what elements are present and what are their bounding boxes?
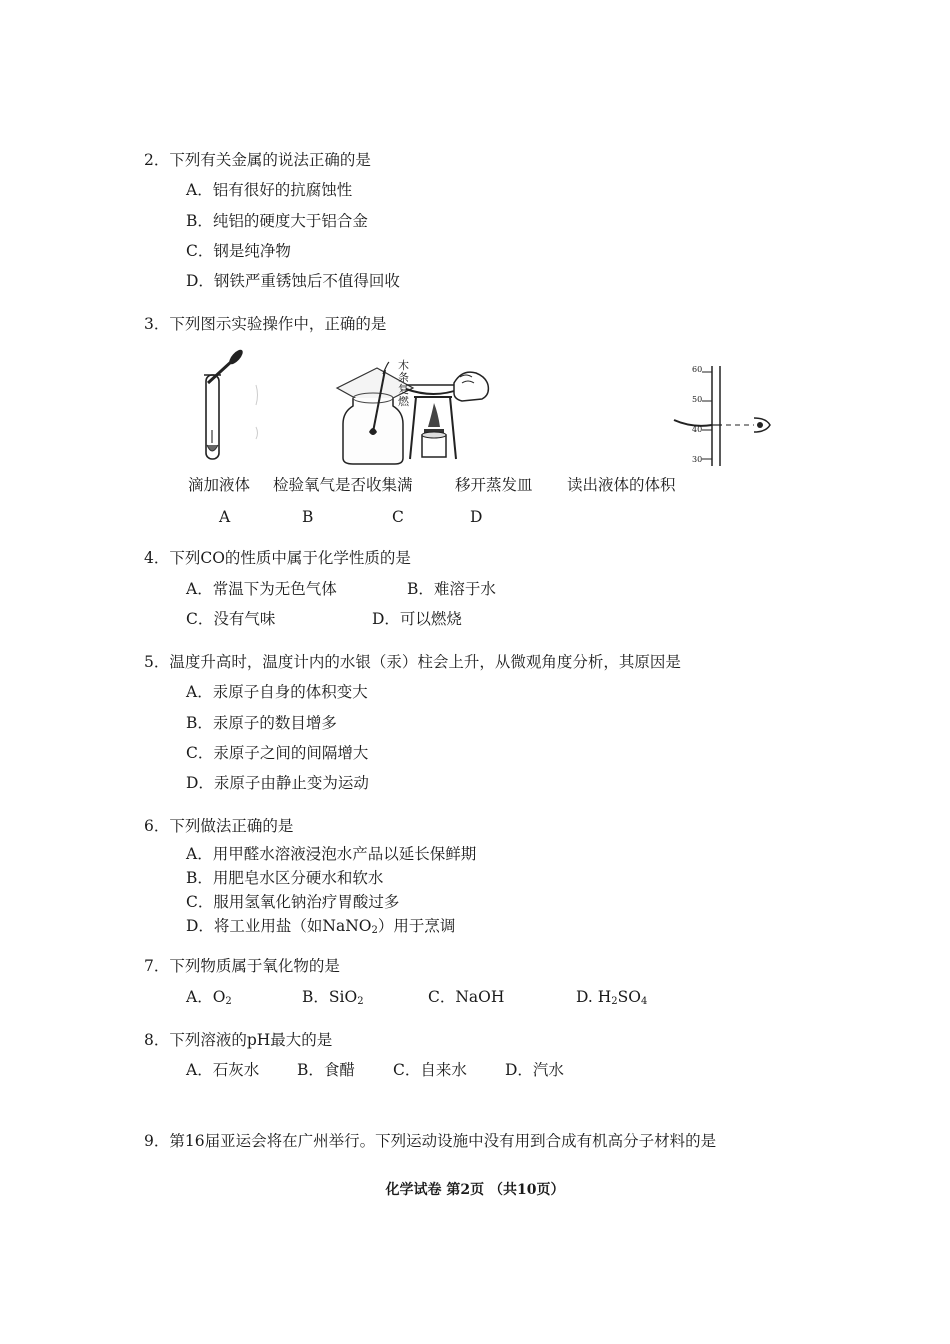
question-2-option-c: C．钢是纯净物 xyxy=(186,242,291,260)
scale-mark-60: 60 xyxy=(692,365,703,374)
question-7-stem: 7．下列物质属于氧化物的是 xyxy=(144,957,340,975)
question-6-option-c: C．服用氢氧化钠治疗胃酸过多 xyxy=(186,893,400,911)
page-footer: 化学试卷 第2页 （共10页） xyxy=(385,1182,565,1198)
figure-letter-b: B xyxy=(302,508,314,526)
question-7-option-c: C．NaOH xyxy=(428,988,505,1006)
scale-mark-50: 50 xyxy=(692,395,703,404)
question-2-option-d: D．钢铁严重锈蚀后不值得回收 xyxy=(186,272,400,290)
question-5-option-c: C．汞原子之间的间隔增大 xyxy=(186,744,369,762)
figure-caption-d: 读出液体的体积 xyxy=(567,476,676,494)
question-7-option-d: D. $H_2SO_4$ xyxy=(576,988,648,1007)
question-5-stem: 5．温度升高时，温度计内的水银（汞）柱会上升，从微观角度分析，其原因是 xyxy=(144,653,681,671)
figure-caption-c: 移开蒸发皿 xyxy=(455,476,533,494)
question-8-option-d: D．汽水 xyxy=(505,1061,564,1079)
scale-mark-30: 30 xyxy=(692,455,703,464)
question-8-option-a: A．石灰水 xyxy=(186,1061,260,1079)
question-6-option-b: B．用肥皂水区分硬水和软水 xyxy=(186,869,384,887)
question-6-stem: 6．下列做法正确的是 xyxy=(144,817,294,835)
question-4-option-a: A．常温下为无色气体 xyxy=(186,580,337,598)
question-2-stem: 2．下列有关金属的说法正确的是 xyxy=(144,151,371,169)
question-5-option-b: B．汞原子的数目增多 xyxy=(186,714,337,732)
question-2-option-a: A．铝有很好的抗腐蚀性 xyxy=(186,181,353,199)
figure-letter-c: C xyxy=(392,508,404,526)
question-4-option-c: C．没有气味 xyxy=(186,610,276,628)
question-2-option-b: B．纯铝的硬度大于铝合金 xyxy=(186,212,368,230)
question-7-option-a: A．$O_2$ xyxy=(186,988,232,1007)
question-6-option-d: D．将工业用盐（如NaNO$_2$）用于烹调 xyxy=(186,917,456,936)
figure-label-stick-relight: 木条复燃 xyxy=(398,359,409,408)
question-4-option-b: B．难溶于水 xyxy=(407,580,496,598)
figure-graduated-cylinder-eye xyxy=(670,362,778,468)
figure-caption-a: 滴加液体 xyxy=(188,476,251,494)
figure-evaporating-dish-hand xyxy=(404,367,494,465)
question-4-option-d: D．可以燃烧 xyxy=(372,610,462,628)
question-8-option-c: C．自来水 xyxy=(393,1061,467,1079)
figure-letter-d: D xyxy=(470,508,483,526)
question-8-stem: 8．下列溶液的pH最大的是 xyxy=(144,1031,333,1049)
figure-caption-b: 检验氧气是否收集满 xyxy=(273,476,413,494)
question-5-option-d: D．汞原子由静止变为运动 xyxy=(186,774,369,792)
question-9-stem: 9．第16届亚运会将在广州举行。下列运动设施中没有用到合成有机高分子材料的是 xyxy=(144,1132,717,1150)
question-5-option-a: A．汞原子自身的体积变大 xyxy=(186,683,368,701)
figure-letter-a: A xyxy=(219,508,231,526)
figure-dropper-test-tube xyxy=(196,345,276,467)
question-4-stem: 4．下列CO的性质中属于化学性质的是 xyxy=(144,549,411,567)
question-3-stem: 3．下列图示实验操作中，正确的是 xyxy=(144,315,387,333)
question-6-option-a: A．用甲醛水溶液浸泡水产品以延长保鲜期 xyxy=(186,845,477,863)
scale-mark-40: 40 xyxy=(692,425,703,434)
question-8-option-b: B．食醋 xyxy=(297,1061,355,1079)
question-7-option-b: B．SiO$_2$ xyxy=(302,988,364,1007)
